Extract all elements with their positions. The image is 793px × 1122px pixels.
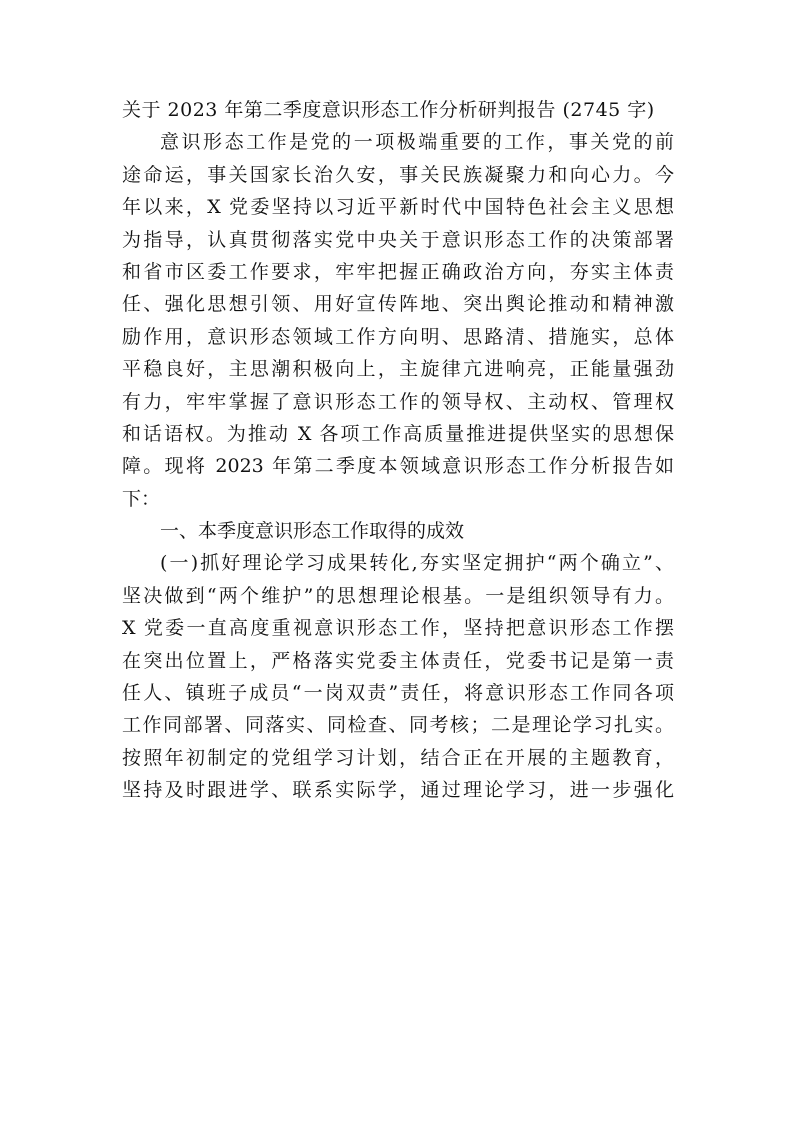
section-line-3: X 党委一直高度重视意识形态工作，坚持把意识形态工作摆 [122,617,674,640]
intro-line-2: 途命运，事关国家长治久安，事关民族凝聚力和向心力。今 [122,163,674,186]
intro-line-4: 为指导，认真贯彻落实党中央关于意识形态工作的决策部署 [122,228,674,251]
document-page [122,94,674,807]
section-line-2: 坚决做到“两个维护”的思想理论根基。一是组织领导有力。 [122,584,674,607]
section-line-4: 在突出位置上，严格落实党委主体责任，党委书记是第一责 [122,649,674,672]
intro-line-3: 年以来，X 党委坚持以习近平新时代中国特色社会主义思想 [122,196,674,219]
intro-line-10: 和话语权。为推动 X 各项工作高质量推进提供坚实的思想保 [122,422,674,445]
section-heading: 一、本季度意识形态工作取得的成效 [160,520,465,543]
intro-line-1: 意识形态工作是党的一项极端重要的工作，事关党的前 [160,131,674,154]
section-line-7: 按照年初制定的党组学习计划，结合正在开展的主题教育， [122,746,674,769]
section-line-1: (一)抓好理论学习成果转化,夯实坚定拥护“两个确立”、 [160,552,674,575]
intro-line-9: 有力，牢牢掌握了意识形态工作的领导权、主动权、管理权 [122,390,674,413]
intro-line-11: 障。现将 2023 年第二季度本领域意识形态工作分析报告如 [122,455,674,478]
intro-line-7: 励作用，意识形态领域工作方向明、思路清、措施实，总体 [122,325,674,348]
document-title: 关于 2023 年第二季度意识形态工作分析研判报告 (2745 字) [122,99,655,121]
intro-line-8: 平稳良好，主思潮积极向上，主旋律亢进响亮，正能量强劲 [122,358,674,381]
intro-line-5: 和省市区委工作要求，牢牢把握正确政治方向，夯实主体责 [122,260,674,283]
section-line-5: 任人、镇班子成员“一岗双责”责任，将意识形态工作同各项 [122,682,674,705]
section-line-6: 工作同部署、同落实、同检查、同考核；二是理论学习扎实。 [122,714,674,737]
intro-line-6: 任、强化思想引领、用好宣传阵地、突出舆论推动和精神激 [122,293,674,316]
section-line-8: 坚持及时跟进学、联系实际学，通过理论学习，进一步强化 [122,779,674,802]
intro-line-12: 下： [122,487,161,510]
